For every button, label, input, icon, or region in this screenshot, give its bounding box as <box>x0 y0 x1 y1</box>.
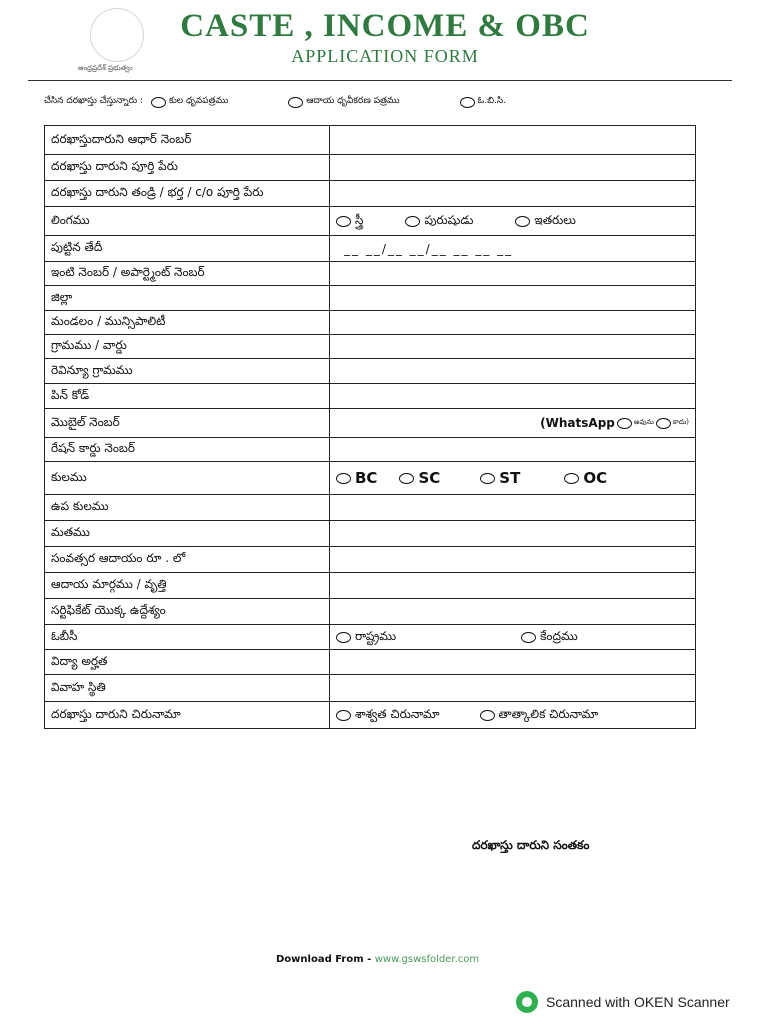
income-field[interactable] <box>330 547 696 573</box>
application-type-label: చేసిన దరఖాస్తు చేస్తున్నారు : <box>44 96 143 106</box>
applicant-signature-label: దరఖాస్తు దారుని సంతకం <box>472 838 590 852</box>
education-field[interactable] <box>330 650 696 675</box>
whatsapp-no-radio-icon[interactable] <box>656 418 671 429</box>
ration-field[interactable] <box>330 438 696 462</box>
option-label: ఓ.బి.సి. <box>477 96 507 106</box>
option-income-certificate[interactable] <box>288 96 399 108</box>
full-name-field[interactable] <box>330 155 696 181</box>
radio-circle-icon[interactable] <box>336 632 351 643</box>
caste-option-bc[interactable] <box>336 469 377 487</box>
gender-label: లింగము <box>45 207 330 236</box>
row-ration <box>45 438 696 462</box>
income-label: సంవత్సర ఆదాయం రూ . లో <box>45 547 330 573</box>
caste-label: కులము <box>45 462 330 495</box>
government-seal-icon <box>90 8 144 62</box>
obc-field <box>330 625 696 650</box>
ration-label: రేషన్ కార్డు నెంబర్ <box>45 438 330 462</box>
header-divider <box>28 80 732 81</box>
option-label: రాష్ట్రము <box>355 628 397 643</box>
option-label: OC <box>583 469 608 487</box>
scanner-text: Scanned with OKEN Scanner <box>546 994 730 1010</box>
aadhaar-field[interactable] <box>330 126 696 155</box>
row-subcaste <box>45 495 696 521</box>
row-religion <box>45 521 696 547</box>
whatsapp-yes-label: అవును <box>633 418 654 426</box>
aadhaar-label: దరఖాస్తుదారుని ఆధార్ నెంబర్ <box>45 126 330 155</box>
father-name-label: దరఖాస్తు దారుని తండ్రి / భర్త / c/o పూర్తి పేరు <box>45 181 330 207</box>
mandal-field[interactable] <box>330 311 696 335</box>
radio-circle-icon[interactable] <box>460 97 475 108</box>
option-label: ఇతరులు <box>534 212 576 227</box>
row-pincode <box>45 384 696 409</box>
obc-label: ఓబీసీ <box>45 625 330 650</box>
option-caste-certificate[interactable] <box>151 96 228 108</box>
download-footer <box>276 954 479 965</box>
gender-option-male[interactable] <box>405 213 473 230</box>
address-field <box>330 702 696 729</box>
mobile-label: మొబైల్ నెంబర్ <box>45 409 330 438</box>
row-aadhaar <box>45 126 696 155</box>
radio-circle-icon[interactable] <box>336 216 351 227</box>
obc-option-state[interactable] <box>336 629 396 646</box>
row-village <box>45 335 696 359</box>
caste-option-st[interactable] <box>480 469 520 487</box>
pincode-label: పిన్ కోడ్ <box>45 384 330 409</box>
option-label: ఆదాయ ధృవీకరణ పత్రము <box>306 96 400 106</box>
radio-circle-icon[interactable] <box>480 710 495 721</box>
education-label: విద్యా అర్హత <box>45 650 330 675</box>
radio-circle-icon[interactable] <box>288 97 303 108</box>
income-source-field[interactable] <box>330 573 696 599</box>
marital-label: వివాహ స్థితి <box>45 675 330 702</box>
obc-option-central[interactable] <box>521 629 578 646</box>
whatsapp-no-label: కాదు) <box>672 418 689 426</box>
income-source-label: ఆదాయ మార్గము / వృత్తి <box>45 573 330 599</box>
row-marital <box>45 675 696 702</box>
option-label: స్త్రీ <box>355 212 364 227</box>
row-house-no <box>45 262 696 286</box>
row-gender <box>45 207 696 236</box>
marital-field[interactable] <box>330 675 696 702</box>
row-mobile <box>45 409 696 438</box>
row-mandal <box>45 311 696 335</box>
mandal-label: మండలం / మున్సిపాలిటీ <box>45 311 330 335</box>
purpose-label: సర్టిఫికేట్ యొక్క ఉద్దేశ్యం <box>45 599 330 625</box>
option-label: శాశ్వత చిరునామా <box>355 706 440 721</box>
full-name-label: దరఖాస్తు దారుని పూర్తి పేరు <box>45 155 330 181</box>
form-subtitle: APPLICATION FORM <box>291 46 479 66</box>
caste-option-oc[interactable] <box>564 469 607 487</box>
row-income <box>45 547 696 573</box>
row-obc <box>45 625 696 650</box>
radio-circle-icon[interactable] <box>480 473 495 484</box>
radio-circle-icon[interactable] <box>399 473 414 484</box>
mobile-field[interactable] <box>330 409 696 438</box>
caste-option-sc[interactable] <box>399 469 440 487</box>
option-label: కుల ధృవపత్రము <box>169 96 229 106</box>
row-income-source <box>45 573 696 599</box>
download-site-link[interactable]: www.gswsfolder.com <box>374 954 480 965</box>
option-obc[interactable] <box>460 96 506 108</box>
row-revenue-village <box>45 359 696 384</box>
dob-label: పుట్టిన తేదీ <box>45 236 330 262</box>
gender-option-female[interactable] <box>336 213 363 230</box>
pincode-field[interactable] <box>330 384 696 409</box>
purpose-field[interactable] <box>330 599 696 625</box>
option-label: ST <box>499 469 521 487</box>
radio-circle-icon[interactable] <box>515 216 530 227</box>
row-dob <box>45 236 696 262</box>
district-label: జిల్లా <box>45 286 330 311</box>
radio-circle-icon[interactable] <box>405 216 420 227</box>
dob-placeholder: __ __/__ __/__ __ __ __ <box>344 241 514 256</box>
district-field[interactable] <box>330 286 696 311</box>
row-district <box>45 286 696 311</box>
row-father-name <box>45 181 696 207</box>
option-label: SC <box>418 469 441 487</box>
house-no-label: ఇంటి నెంబర్ / అపార్ట్మెంట్ నెంబర్ <box>45 262 330 286</box>
form-title: CASTE , INCOME & OBC <box>180 8 590 44</box>
radio-circle-icon[interactable] <box>564 473 579 484</box>
download-prefix: Download From - <box>276 954 375 965</box>
subcaste-label: ఉప కులము <box>45 495 330 521</box>
radio-circle-icon[interactable] <box>151 97 166 108</box>
scanner-watermark <box>516 991 730 1013</box>
caste-field <box>330 462 696 495</box>
application-type-row <box>44 92 694 112</box>
religion-label: మతము <box>45 521 330 547</box>
whatsapp-label: (WhatsApp <box>540 416 615 430</box>
whatsapp-yes-radio-icon[interactable] <box>617 418 632 429</box>
row-purpose <box>45 599 696 625</box>
gender-field <box>330 207 696 236</box>
radio-circle-icon[interactable] <box>521 632 536 643</box>
revenue-village-label: రెవిన్యూ గ్రామము <box>45 359 330 384</box>
radio-circle-icon[interactable] <box>336 710 351 721</box>
row-caste <box>45 462 696 495</box>
dob-field[interactable] <box>330 236 696 262</box>
house-no-field[interactable] <box>330 262 696 286</box>
option-label: కేంద్రము <box>540 628 578 643</box>
option-label: పురుషుడు <box>424 212 474 227</box>
option-label: తాత్కాలిక చిరునామా <box>498 706 599 721</box>
gender-option-other[interactable] <box>515 213 576 230</box>
address-option-permanent[interactable] <box>336 707 440 724</box>
village-label: గ్రామము / వార్డు <box>45 335 330 359</box>
village-field[interactable] <box>330 335 696 359</box>
row-education <box>45 650 696 675</box>
whatsapp-question <box>336 416 689 430</box>
row-full-name <box>45 155 696 181</box>
seal-caption: ఆంధ్రప్రదేశ్ ప్రభుత్వం <box>78 64 133 72</box>
address-option-temporary[interactable] <box>480 707 599 724</box>
father-name-field[interactable] <box>330 181 696 207</box>
religion-field[interactable] <box>330 521 696 547</box>
row-address <box>45 702 696 729</box>
subcaste-field[interactable] <box>330 495 696 521</box>
revenue-village-field[interactable] <box>330 359 696 384</box>
application-form-table <box>44 125 696 729</box>
option-label: BC <box>355 469 378 487</box>
radio-circle-icon[interactable] <box>336 473 351 484</box>
scanner-logo-icon <box>516 991 538 1013</box>
address-label: దరఖాస్తు దారుని చిరునామా <box>45 702 330 729</box>
